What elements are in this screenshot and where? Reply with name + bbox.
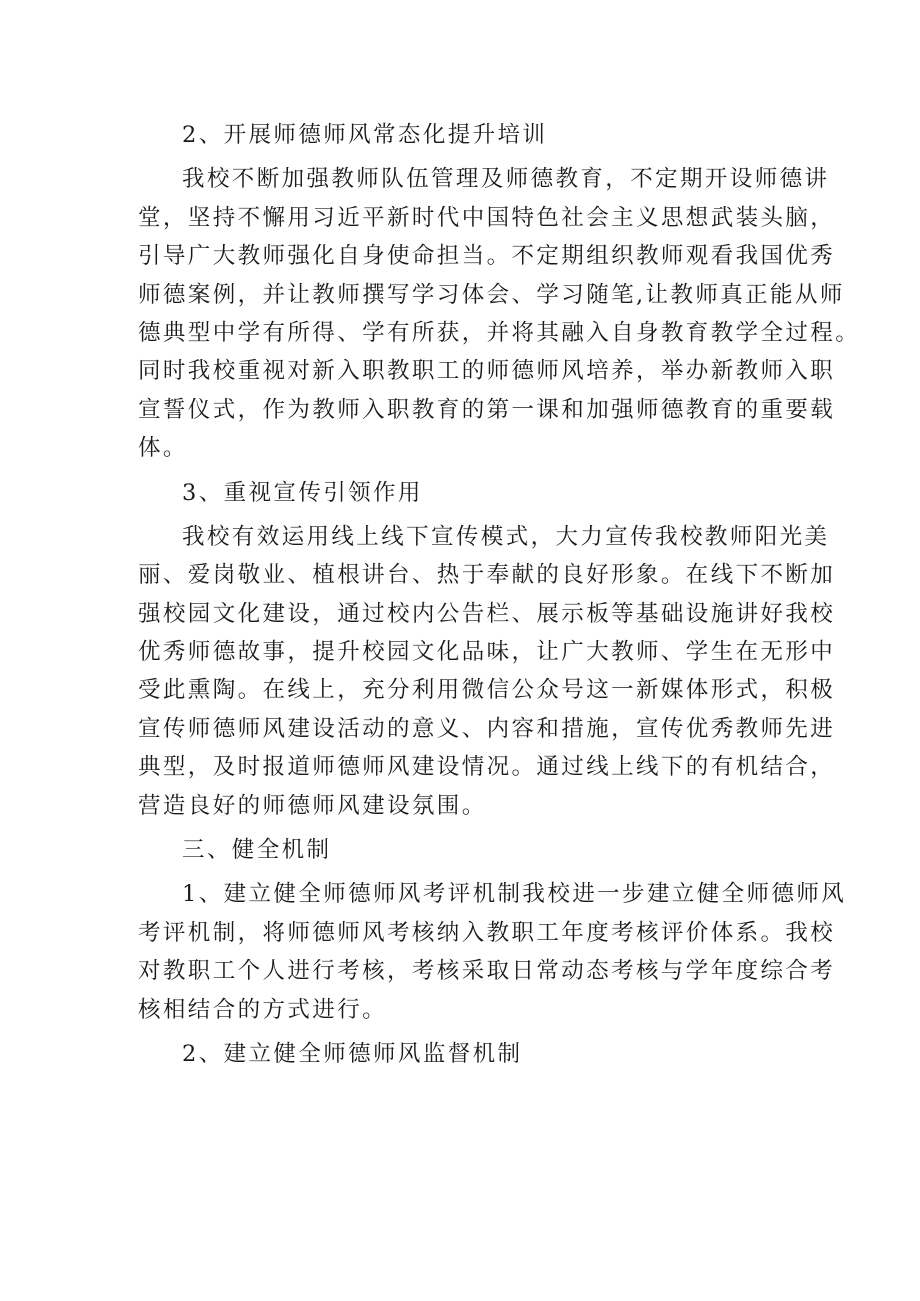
paragraph-line: 堂，坚持不懈用习近平新时代中国特色社会主义思想武装头脑， xyxy=(138,204,836,231)
section-heading-training: 2、开展师德师风常态化提升培训 xyxy=(182,122,548,148)
paragraph-line: 我校不断加强教师队伍管理及师德教育，不定期开设师德讲 xyxy=(182,166,830,193)
paragraph-line: 体。 xyxy=(138,435,188,462)
paragraph-evaluation-mechanism xyxy=(138,875,847,1029)
paragraph-line: 引导广大教师强化自身使命担当。不定期组织教师观看我国优秀 xyxy=(138,243,836,270)
part-heading-mechanism: 三、健全机制 xyxy=(182,837,332,864)
paragraph-line: 受此熏陶。在线上，充分利用微信公众号这一新媒体形式，积极 xyxy=(138,677,836,704)
paragraph-training xyxy=(138,160,861,467)
paragraph-line: 营造良好的师德师风建设氛围。 xyxy=(138,792,487,819)
paragraph-line: 我校有效运用线上线下宣传模式，大力宣传我校教师阳光美 xyxy=(182,523,830,550)
paragraph-publicity xyxy=(138,518,836,825)
paragraph-line: 考评机制，将师德师风考核纳入教职工年度考核评价体系。我校 xyxy=(138,919,836,946)
section-heading-publicity: 3、重视宣传引领作用 xyxy=(182,479,423,506)
paragraph-line: 宣誓仪式，作为教师入职教育的第一课和加强师德教育的重要载 xyxy=(138,396,836,423)
paragraph-line: 典型，及时报道师德师风建设情况。通过线上线下的有机结合， xyxy=(138,754,836,781)
document-body xyxy=(138,116,861,1073)
paragraph-line: 强校园文化建设，通过校内公告栏、展示板等基础设施讲好我校 xyxy=(138,600,836,627)
paragraph-line: 1、建立健全师德师风考评机制我校进一步建立健全师德师风 xyxy=(182,881,847,908)
paragraph-line: 核相结合的方式进行。 xyxy=(138,996,388,1023)
paragraph-line: 师德案例，并让教师撰写学习体会、学习随笔,让教师真正能从师 xyxy=(138,281,845,308)
section-heading-supervision: 2、建立健全师德师风监督机制 xyxy=(182,1040,523,1067)
paragraph-line: 丽、爱岗敬业、植根讲台、热于奉献的良好形象。在线下不断加 xyxy=(138,562,836,589)
paragraph-line: 德典型中学有所得、学有所获，并将其融入自身教育教学全过程。 xyxy=(138,319,861,346)
paragraph-line: 同时我校重视对新入职教职工的师德师风培养，举办新教师入职 xyxy=(138,358,836,385)
paragraph-line: 宣传师德师风建设活动的意义、内容和措施，宣传优秀教师先进 xyxy=(138,715,836,742)
paragraph-line: 优秀师德故事，提升校园文化品味，让广大教师、学生在无形中 xyxy=(138,639,836,666)
paragraph-line: 对教职工个人进行考核，考核采取日常动态考核与学年度综合考 xyxy=(138,958,836,985)
